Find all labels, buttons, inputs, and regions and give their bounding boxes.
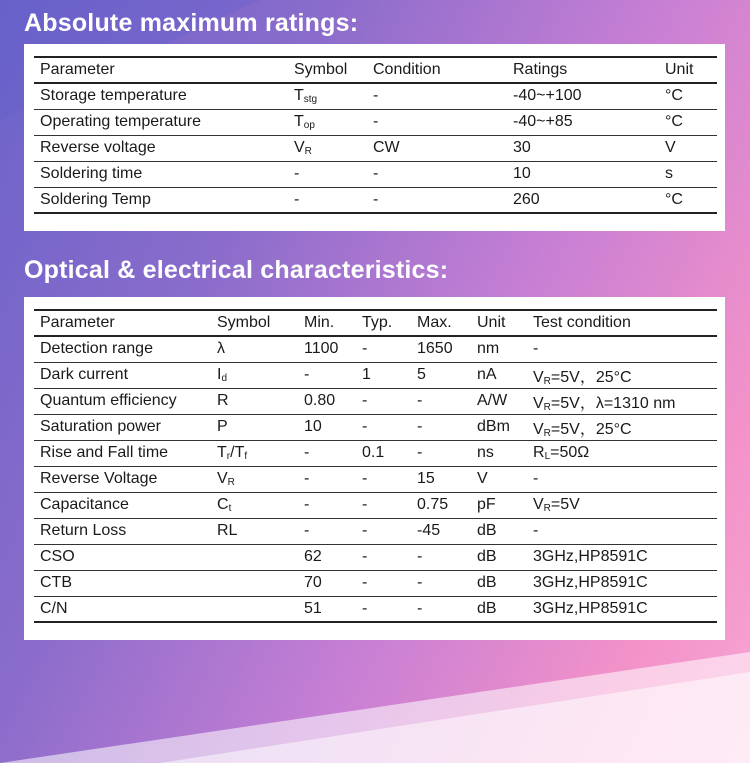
cell-min: - [298, 492, 356, 518]
cell-parameter: Dark current [34, 362, 211, 388]
cell-typ: - [356, 466, 411, 492]
cell-unit: s [659, 161, 717, 187]
cell-rating: -40~+85 [507, 109, 659, 135]
cell-max: - [411, 544, 471, 570]
cell-symbol: - [288, 161, 367, 187]
cell-max: 5 [411, 362, 471, 388]
cell-unit: °C [659, 109, 717, 135]
cell-max: - [411, 570, 471, 596]
cell-max: - [411, 596, 471, 622]
cell-condition: - [367, 109, 507, 135]
cell-min: - [298, 518, 356, 544]
cell-parameter: Detection range [34, 336, 211, 362]
cell-test-condition: $V_R=5V$，25°C [527, 362, 717, 388]
cell-typ: - [356, 596, 411, 622]
col-header-min: Min. [298, 310, 356, 336]
abs-section-title: Absolute maximum ratings: [24, 9, 359, 37]
cell-unit: A/W [471, 388, 527, 414]
table-row [34, 336, 717, 362]
cell-max: - [411, 440, 471, 466]
cell-typ: 0.1 [356, 440, 411, 466]
table-row [34, 83, 717, 109]
table-header-row [34, 57, 717, 83]
col-header-unit: Unit [471, 310, 527, 336]
table-row [34, 466, 717, 492]
cell-max: - [411, 388, 471, 414]
cell-min: 62 [298, 544, 356, 570]
table-header-row [34, 310, 717, 336]
cell-unit: pF [471, 492, 527, 518]
cell-condition: - [367, 187, 507, 213]
cell-unit: ns [471, 440, 527, 466]
cell-symbol: R [211, 388, 298, 414]
cell-max: 0.75 [411, 492, 471, 518]
cell-test-condition: $V_R=5V$，25°C [527, 414, 717, 440]
cell-max: -45 [411, 518, 471, 544]
cell-parameter: Saturation power [34, 414, 211, 440]
cell-max: 1650 [411, 336, 471, 362]
abs-ratings-table [34, 56, 717, 214]
cell-unit: dB [471, 570, 527, 596]
cell-test-condition: $R_L=50\Omega$ [527, 440, 717, 466]
cell-symbol [211, 570, 298, 596]
table-row [34, 161, 717, 187]
cell-rating: -40~+100 [507, 83, 659, 109]
cell-symbol: $T_{op}$ [288, 109, 367, 135]
cell-max: - [411, 414, 471, 440]
cell-typ: - [356, 336, 411, 362]
cell-symbol: $T_r/T_f$ [211, 440, 298, 466]
cell-parameter: Reverse voltage [34, 135, 288, 161]
col-header-symbol: Symbol [288, 57, 367, 83]
table-row [34, 544, 717, 570]
cell-parameter: CSO [34, 544, 211, 570]
cell-parameter: Soldering Temp [34, 187, 288, 213]
cell-unit: dB [471, 518, 527, 544]
table-row [34, 518, 717, 544]
cell-min: - [298, 466, 356, 492]
cell-typ: - [356, 518, 411, 544]
col-header-condition: Condition [367, 57, 507, 83]
cell-symbol: $T_{stg}$ [288, 83, 367, 109]
cell-rating: 30 [507, 135, 659, 161]
cell-typ: 1 [356, 362, 411, 388]
cell-symbol [211, 544, 298, 570]
table-row [34, 362, 717, 388]
col-header-typ: Typ. [356, 310, 411, 336]
cell-unit: nm [471, 336, 527, 362]
cell-min: 1100 [298, 336, 356, 362]
cell-parameter: C/N [34, 596, 211, 622]
cell-parameter: Soldering time [34, 161, 288, 187]
cell-test-condition: $V_R=5V$ [527, 492, 717, 518]
cell-unit: nA [471, 362, 527, 388]
col-header-test-condition: Test condition [527, 310, 717, 336]
cell-min: - [298, 440, 356, 466]
table-row [34, 492, 717, 518]
cell-test-condition: $V_R=5V$，λ=1310 nm [527, 388, 717, 414]
cell-typ: - [356, 570, 411, 596]
cell-parameter: CTB [34, 570, 211, 596]
opt-section-title: Optical & electrical characteristics: [24, 256, 449, 284]
cell-min: 70 [298, 570, 356, 596]
cell-parameter: Return Loss [34, 518, 211, 544]
cell-typ: - [356, 492, 411, 518]
opt-characteristics-table [34, 309, 717, 623]
cell-test-condition: 3GHz,HP8591C [527, 596, 717, 622]
cell-typ: - [356, 414, 411, 440]
cell-test-condition: 3GHz,HP8591C [527, 544, 717, 570]
cell-symbol: RL [211, 518, 298, 544]
cell-unit: dB [471, 596, 527, 622]
col-header-max: Max. [411, 310, 471, 336]
cell-max: 15 [411, 466, 471, 492]
cell-condition: - [367, 83, 507, 109]
cell-symbol: $V_R$ [211, 466, 298, 492]
cell-symbol: $V_R$ [288, 135, 367, 161]
table-row [34, 414, 717, 440]
cell-test-condition: - [527, 336, 717, 362]
cell-symbol: $C_t$ [211, 492, 298, 518]
cell-symbol: λ [211, 336, 298, 362]
col-header-ratings: Ratings [507, 57, 659, 83]
cell-parameter: Rise and Fall time [34, 440, 211, 466]
cell-unit: dBm [471, 414, 527, 440]
table-row [34, 135, 717, 161]
cell-condition: - [367, 161, 507, 187]
cell-min: 51 [298, 596, 356, 622]
col-header-unit: Unit [659, 57, 717, 83]
cell-unit: °C [659, 83, 717, 109]
cell-test-condition: - [527, 518, 717, 544]
cell-parameter: Quantum efficiency [34, 388, 211, 414]
cell-symbol [211, 596, 298, 622]
cell-typ: - [356, 388, 411, 414]
table-row [34, 388, 717, 414]
cell-symbol: - [288, 187, 367, 213]
cell-typ: - [356, 544, 411, 570]
table-row [34, 596, 717, 622]
table-row [34, 187, 717, 213]
cell-min: 10 [298, 414, 356, 440]
cell-test-condition: - [527, 466, 717, 492]
table-row [34, 570, 717, 596]
cell-unit: dB [471, 544, 527, 570]
cell-symbol: P [211, 414, 298, 440]
cell-parameter: Capacitance [34, 492, 211, 518]
col-header-parameter: Parameter [34, 310, 211, 336]
cell-symbol: $I_d$ [211, 362, 298, 388]
cell-test-condition: 3GHz,HP8591C [527, 570, 717, 596]
cell-min: 0.80 [298, 388, 356, 414]
cell-unit: V [659, 135, 717, 161]
table-row [34, 440, 717, 466]
cell-unit: °C [659, 187, 717, 213]
cell-min: - [298, 362, 356, 388]
cell-parameter: Operating temperature [34, 109, 288, 135]
cell-rating: 260 [507, 187, 659, 213]
cell-unit: V [471, 466, 527, 492]
cell-parameter: Storage temperature [34, 83, 288, 109]
cell-condition: CW [367, 135, 507, 161]
cell-parameter: Reverse Voltage [34, 466, 211, 492]
col-header-parameter: Parameter [34, 57, 288, 83]
table-row [34, 109, 717, 135]
cell-rating: 10 [507, 161, 659, 187]
col-header-symbol: Symbol [211, 310, 298, 336]
